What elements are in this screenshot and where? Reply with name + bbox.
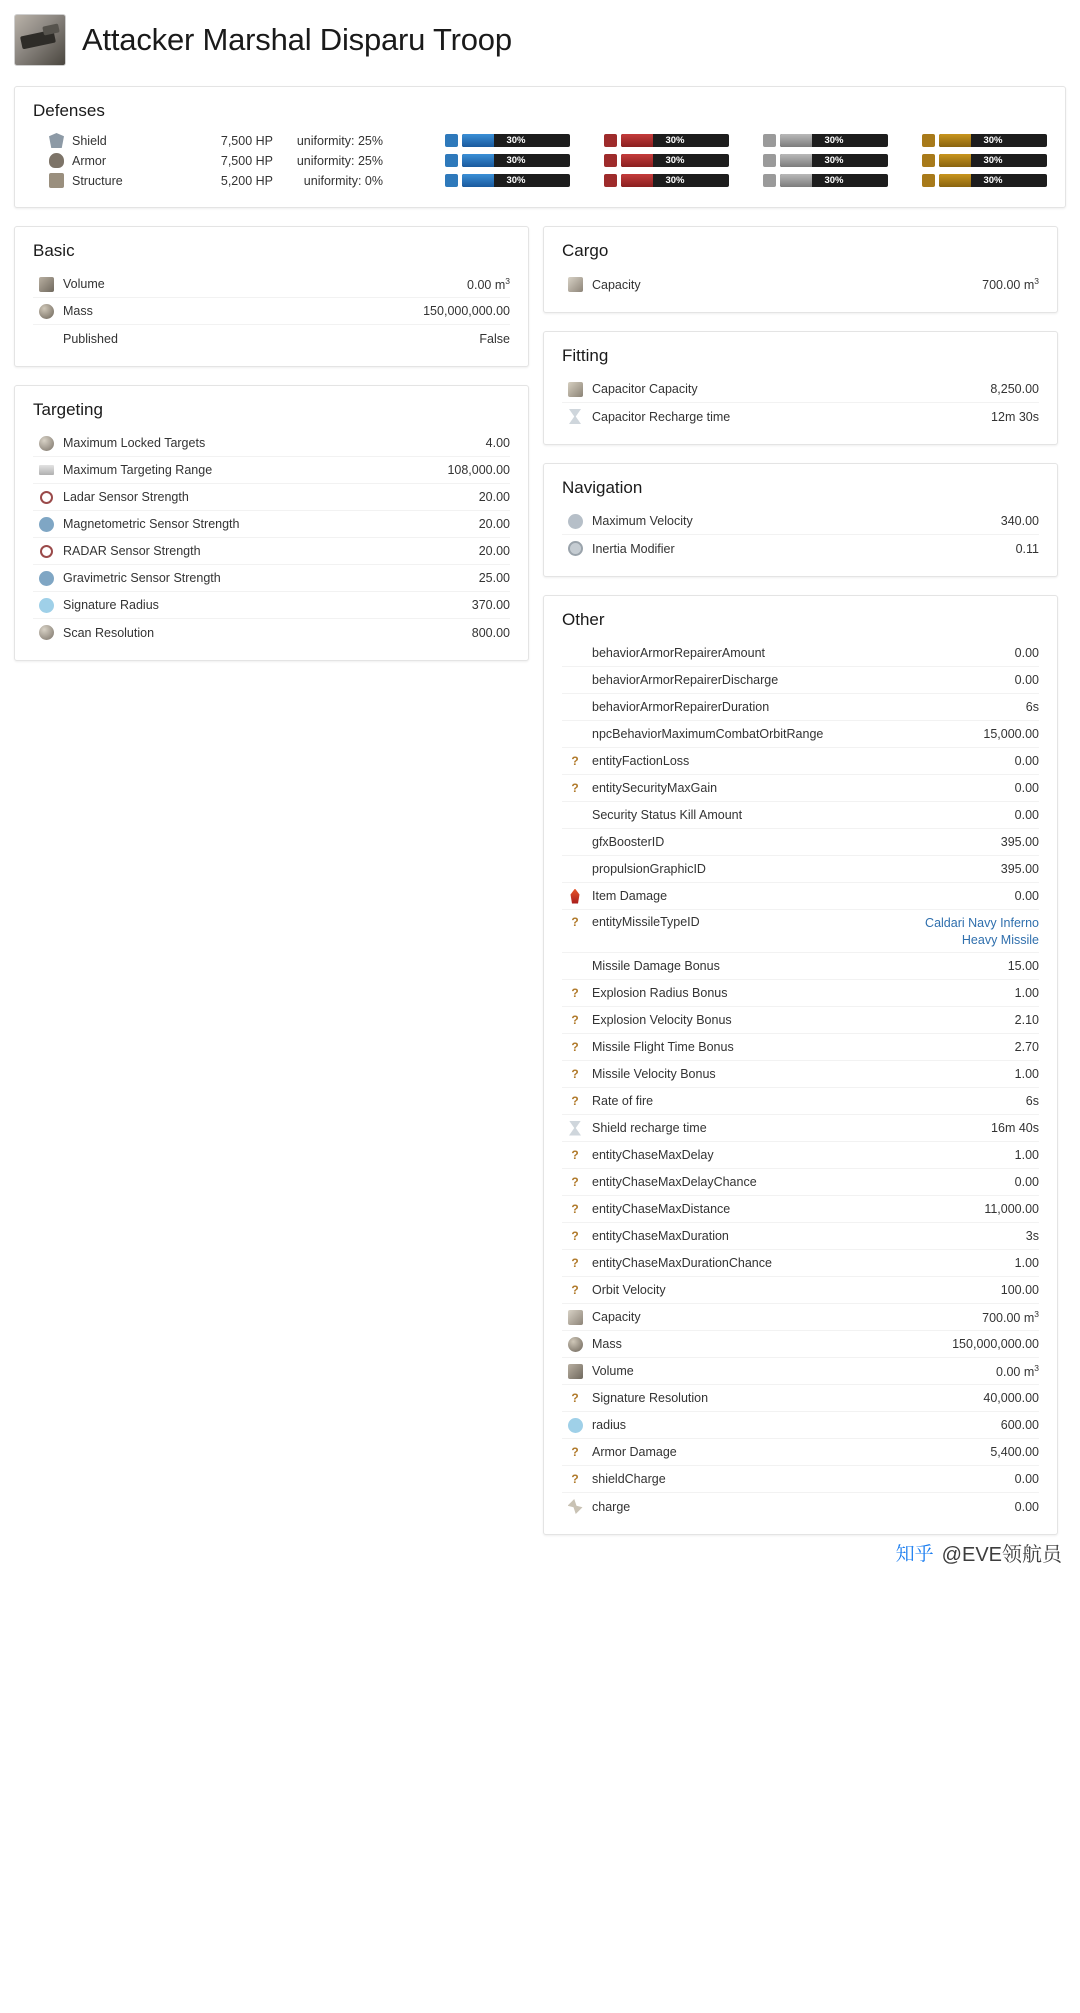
attr-label: Capacity bbox=[592, 1310, 641, 1324]
attr-label: Capacitor Recharge time bbox=[592, 409, 731, 424]
resist-bar: 30% bbox=[621, 174, 729, 187]
attr-label: RADAR Sensor Strength bbox=[63, 544, 201, 558]
attr-label: entityChaseMaxDelay bbox=[592, 1148, 714, 1162]
attr-label: shieldCharge bbox=[592, 1472, 666, 1486]
attr-row bbox=[562, 980, 1039, 1007]
attr-value-link[interactable]: Caldari Navy Inferno Heavy Missile bbox=[925, 916, 1039, 947]
resist-group bbox=[445, 174, 1047, 187]
radar-icon bbox=[33, 545, 59, 558]
defense-uniformity: uniformity: 25% bbox=[296, 153, 383, 168]
cargo-card bbox=[543, 226, 1058, 313]
attr-value: 1.00 bbox=[1014, 1256, 1039, 1270]
attr-row-radar bbox=[33, 538, 510, 565]
attr-row-inertia-modifier bbox=[562, 535, 1039, 562]
defenses-card bbox=[14, 86, 1066, 208]
attr-value: 0.00 $m^3$ bbox=[996, 1362, 1039, 1380]
attr-value: 395.00 bbox=[1000, 835, 1039, 849]
defense-label bbox=[33, 153, 193, 168]
attr-row bbox=[562, 1007, 1039, 1034]
locked-targets-icon bbox=[33, 436, 59, 451]
inertia-icon bbox=[562, 541, 588, 556]
shield-icon bbox=[49, 133, 64, 148]
attr-row bbox=[562, 1061, 1039, 1088]
attr-row-capacity bbox=[562, 271, 1039, 298]
attr-row-gravimetric bbox=[33, 565, 510, 592]
defense-row-shield bbox=[33, 131, 1047, 150]
resist-kinetic bbox=[763, 154, 888, 167]
attr-label: Maximum Targeting Range bbox=[63, 463, 213, 477]
attr-value: 15.00 bbox=[1007, 959, 1039, 973]
attr-label: Ladar Sensor Strength bbox=[63, 490, 189, 504]
fire-icon bbox=[562, 889, 588, 904]
attr-label: Explosion Velocity Bonus bbox=[592, 1013, 732, 1027]
question-icon: ? bbox=[571, 1093, 579, 1108]
attr-label: Security Status Kill Amount bbox=[592, 808, 743, 822]
resist-em bbox=[445, 154, 570, 167]
attr-label: Signature Resolution bbox=[592, 1391, 709, 1405]
attr-value: 100.00 bbox=[1000, 1283, 1039, 1297]
attr-label: Capacitor Capacity bbox=[592, 382, 698, 396]
attr-label: entityChaseMaxDuration bbox=[592, 1229, 729, 1243]
attr-value: 340.00 bbox=[1000, 514, 1039, 528]
left-column bbox=[14, 226, 529, 679]
attr-row bbox=[562, 1412, 1039, 1439]
attr-row-published bbox=[33, 325, 510, 352]
resist-bar: 30% bbox=[939, 134, 1047, 147]
signature-icon bbox=[33, 598, 59, 613]
capacitor-icon bbox=[562, 382, 588, 397]
attr-row bbox=[562, 1439, 1039, 1466]
attr-row bbox=[562, 1385, 1039, 1412]
attr-value: 108,000.00 bbox=[447, 463, 510, 477]
attr-label: behaviorArmorRepairerDischarge bbox=[592, 673, 779, 687]
defense-hp: 7,500 HP bbox=[220, 133, 273, 148]
navigation-title: Navigation bbox=[562, 478, 643, 497]
defenses-title: Defenses bbox=[33, 101, 105, 120]
attr-row bbox=[562, 1034, 1039, 1061]
defense-row-armor bbox=[33, 151, 1047, 170]
attr-label: entityMissileTypeID bbox=[592, 915, 700, 929]
attr-row-magnetometric bbox=[33, 511, 510, 538]
attr-value: 1.00 bbox=[1014, 986, 1039, 1000]
attr-row bbox=[562, 1196, 1039, 1223]
page-header bbox=[0, 0, 1080, 76]
attr-row bbox=[562, 1493, 1039, 1520]
attr-label: Published bbox=[63, 331, 118, 346]
structure-icon bbox=[49, 173, 64, 188]
attr-value: 1.00 bbox=[1014, 1148, 1039, 1162]
attr-value: 15,000.00 bbox=[983, 727, 1039, 741]
signature-icon bbox=[562, 1418, 588, 1433]
attr-row bbox=[562, 829, 1039, 856]
attr-value: False bbox=[479, 331, 510, 346]
attr-row bbox=[562, 1358, 1039, 1385]
defense-name: Armor bbox=[72, 153, 107, 168]
thermal-damage-icon bbox=[604, 174, 617, 187]
capacity-icon bbox=[562, 1310, 588, 1325]
attr-value: 0.00 $m^3$ bbox=[467, 275, 510, 293]
attr-label: Armor Damage bbox=[592, 1445, 677, 1459]
resist-thermal bbox=[604, 134, 729, 147]
attr-label: entityChaseMaxDelayChance bbox=[592, 1175, 757, 1189]
attr-label: Explosion Radius Bonus bbox=[592, 986, 728, 1000]
resist-explosive bbox=[922, 174, 1047, 187]
attr-value: 0.00 bbox=[1014, 808, 1039, 822]
attr-row bbox=[562, 802, 1039, 829]
attr-label: entityFactionLoss bbox=[592, 754, 690, 768]
basic-card bbox=[14, 226, 529, 367]
resist-kinetic bbox=[763, 134, 888, 147]
attr-row bbox=[562, 953, 1039, 980]
attr-label: Maximum Locked Targets bbox=[63, 436, 206, 450]
targeting-title: Targeting bbox=[33, 400, 103, 419]
resist-bar: 30% bbox=[939, 174, 1047, 187]
attr-row bbox=[562, 1142, 1039, 1169]
attr-label: propulsionGraphicID bbox=[592, 862, 706, 876]
attr-row-max-targeting-range bbox=[33, 457, 510, 484]
resist-thermal bbox=[604, 174, 729, 187]
question-icon: ? bbox=[571, 1444, 579, 1459]
question-icon: ? bbox=[571, 1471, 579, 1486]
attr-row bbox=[562, 640, 1039, 667]
question-icon: ? bbox=[571, 1066, 579, 1081]
attr-row bbox=[562, 1331, 1039, 1358]
attr-value: 8,250.00 bbox=[990, 382, 1039, 396]
attr-value: 4.00 bbox=[485, 436, 510, 450]
attr-value: 6s bbox=[1025, 1094, 1039, 1108]
attr-row bbox=[562, 1223, 1039, 1250]
resist-group bbox=[445, 154, 1047, 167]
attr-row bbox=[562, 775, 1039, 802]
resist-explosive bbox=[922, 134, 1047, 147]
attr-value: 0.11 bbox=[1015, 541, 1039, 556]
defense-name: Structure bbox=[72, 173, 123, 188]
attr-label: Missile Flight Time Bonus bbox=[592, 1040, 734, 1054]
question-icon: ? bbox=[571, 915, 579, 929]
resist-kinetic bbox=[763, 174, 888, 187]
attr-value: 3s bbox=[1025, 1229, 1039, 1243]
resist-bar: 30% bbox=[462, 174, 570, 187]
resist-group bbox=[445, 134, 1047, 147]
attr-label: behaviorArmorRepairerAmount bbox=[592, 646, 765, 660]
attr-row-ladar bbox=[33, 484, 510, 511]
attr-label: Mass bbox=[592, 1337, 622, 1351]
fitting-title: Fitting bbox=[562, 346, 609, 365]
defense-hp: 5,200 HP bbox=[220, 173, 273, 188]
attr-row bbox=[562, 1169, 1039, 1196]
attr-row bbox=[562, 1277, 1039, 1304]
resist-em bbox=[445, 134, 570, 147]
mass-icon bbox=[562, 1337, 588, 1352]
ladar-icon bbox=[33, 491, 59, 504]
attr-value: 0.00 bbox=[1014, 1175, 1039, 1189]
explosive-damage-icon bbox=[922, 174, 935, 187]
attr-value: 0.00 bbox=[1014, 1472, 1039, 1486]
volume-icon bbox=[562, 1364, 588, 1379]
resist-bar: 30% bbox=[780, 174, 888, 187]
fitting-card bbox=[543, 331, 1058, 445]
question-icon: ? bbox=[571, 1282, 579, 1297]
attr-value: 150,000,000.00 bbox=[423, 304, 510, 318]
resist-bar: 30% bbox=[939, 154, 1047, 167]
page-title: Attacker Marshal Disparu Troop bbox=[82, 22, 512, 57]
hourglass-icon bbox=[562, 409, 588, 424]
mass-icon bbox=[33, 304, 59, 319]
attr-value: 150,000,000.00 bbox=[952, 1337, 1039, 1351]
watermark-text: @EVE领航员 bbox=[941, 1544, 1062, 1566]
attr-label: Volume bbox=[63, 277, 105, 291]
question-icon: ? bbox=[571, 780, 579, 795]
attr-value: 700.00 $m^3$ bbox=[982, 1308, 1039, 1326]
other-card bbox=[543, 595, 1058, 1535]
hourglass-icon bbox=[562, 1121, 588, 1136]
attr-value: 800.00 bbox=[471, 625, 510, 640]
attr-label: Missile Velocity Bonus bbox=[592, 1067, 716, 1081]
attr-value: 700.00 $m^3$ bbox=[982, 276, 1039, 293]
attr-row bbox=[562, 856, 1039, 883]
em-damage-icon bbox=[445, 154, 458, 167]
attr-label: Gravimetric Sensor Strength bbox=[63, 571, 221, 585]
attr-label: entityChaseMaxDistance bbox=[592, 1202, 731, 1216]
kinetic-damage-icon bbox=[763, 134, 776, 147]
attr-value: 0.00 bbox=[1014, 889, 1039, 903]
resist-bar: 30% bbox=[780, 154, 888, 167]
attr-label: Capacity bbox=[592, 277, 641, 292]
scan-resolution-icon bbox=[33, 625, 59, 640]
attr-value: 20.00 bbox=[478, 517, 510, 531]
kinetic-damage-icon bbox=[763, 174, 776, 187]
attr-row bbox=[562, 1088, 1039, 1115]
attr-label: entitySecurityMaxGain bbox=[592, 781, 718, 795]
attr-row bbox=[562, 910, 1039, 953]
attr-row-volume bbox=[33, 271, 510, 298]
question-icon: ? bbox=[571, 1228, 579, 1243]
attr-row bbox=[562, 883, 1039, 910]
watermark bbox=[896, 1538, 1062, 1567]
attr-row-max-velocity bbox=[562, 508, 1039, 535]
question-icon: ? bbox=[571, 985, 579, 1000]
volume-icon bbox=[33, 277, 59, 292]
attr-label: Mass bbox=[63, 304, 93, 318]
resist-em bbox=[445, 174, 570, 187]
attr-label: npcBehaviorMaximumCombatOrbitRange bbox=[592, 727, 824, 741]
defense-name: Shield bbox=[72, 133, 107, 148]
defense-label bbox=[33, 133, 193, 148]
resist-bar: 30% bbox=[621, 134, 729, 147]
attr-value: 600.00 bbox=[1000, 1418, 1039, 1432]
attr-row-max-locked-targets bbox=[33, 430, 510, 457]
cargo-title: Cargo bbox=[562, 241, 609, 260]
resist-bar: 30% bbox=[780, 134, 888, 147]
attr-label: Missile Damage Bonus bbox=[592, 959, 720, 973]
attr-label: Magnetometric Sensor Strength bbox=[63, 517, 240, 531]
targeting-range-icon bbox=[33, 465, 59, 475]
thermal-damage-icon bbox=[604, 154, 617, 167]
thermal-damage-icon bbox=[604, 134, 617, 147]
attr-value: 0.00 bbox=[1014, 754, 1039, 768]
attr-label: Orbit Velocity bbox=[592, 1283, 666, 1297]
attr-label: Maximum Velocity bbox=[592, 514, 693, 528]
resist-bar: 30% bbox=[621, 154, 729, 167]
attr-label: entityChaseMaxDurationChance bbox=[592, 1256, 772, 1270]
attr-label: behaviorArmorRepairerDuration bbox=[592, 700, 770, 714]
attr-row-scan-resolution bbox=[33, 619, 510, 646]
attr-value: 0.00 bbox=[1014, 1499, 1039, 1514]
attr-value: 11,000.00 bbox=[984, 1202, 1039, 1216]
attr-value: 1.00 bbox=[1014, 1067, 1039, 1081]
capacity-icon bbox=[562, 277, 588, 292]
question-icon: ? bbox=[571, 1147, 579, 1162]
attr-row bbox=[562, 1466, 1039, 1493]
question-icon: ? bbox=[571, 1039, 579, 1054]
attr-value: 395.00 bbox=[1000, 862, 1039, 876]
gravimetric-icon bbox=[33, 571, 59, 586]
resist-bar: 30% bbox=[462, 154, 570, 167]
attr-row bbox=[562, 1304, 1039, 1331]
attr-label: Inertia Modifier bbox=[592, 541, 675, 556]
navigation-card bbox=[543, 463, 1058, 577]
resist-bar: 30% bbox=[462, 134, 570, 147]
attr-value: 16m 40s bbox=[991, 1121, 1039, 1135]
resist-explosive bbox=[922, 154, 1047, 167]
resist-thermal bbox=[604, 154, 729, 167]
attr-row-mass bbox=[33, 298, 510, 325]
question-icon: ? bbox=[571, 1255, 579, 1270]
ship-icon bbox=[14, 14, 66, 66]
defense-uniformity: uniformity: 25% bbox=[296, 133, 383, 148]
attr-value: 12m 30s bbox=[991, 409, 1039, 424]
other-rows bbox=[544, 640, 1057, 1534]
kinetic-damage-icon bbox=[763, 154, 776, 167]
attr-row-capacitor-capacity bbox=[562, 376, 1039, 403]
attr-row bbox=[562, 721, 1039, 748]
attr-label: gfxBoosterID bbox=[592, 835, 665, 849]
attr-value: 0.00 bbox=[1014, 673, 1039, 687]
targeting-card bbox=[14, 385, 529, 661]
attr-row bbox=[562, 667, 1039, 694]
velocity-icon bbox=[562, 514, 588, 529]
attr-row bbox=[562, 694, 1039, 721]
attr-row bbox=[562, 1250, 1039, 1277]
attr-value: 5,400.00 bbox=[990, 1445, 1039, 1459]
explosive-damage-icon bbox=[922, 134, 935, 147]
attr-label: charge bbox=[592, 1499, 631, 1514]
attr-label: Signature Radius bbox=[63, 598, 159, 612]
attr-value: 2.70 bbox=[1014, 1040, 1039, 1054]
defense-uniformity: uniformity: 0% bbox=[303, 173, 383, 188]
attr-label: Rate of fire bbox=[592, 1094, 654, 1108]
attr-label: Volume bbox=[592, 1364, 634, 1378]
attr-value: 370.00 bbox=[471, 598, 510, 612]
em-damage-icon bbox=[445, 174, 458, 187]
attr-row bbox=[562, 748, 1039, 775]
question-icon: ? bbox=[571, 1174, 579, 1189]
attr-value: 2.10 bbox=[1014, 1013, 1039, 1027]
magnetometric-icon bbox=[33, 517, 59, 532]
attr-value: 6s bbox=[1025, 700, 1039, 714]
attr-value: 40,000.00 bbox=[983, 1391, 1039, 1405]
attr-label: Item Damage bbox=[592, 889, 668, 903]
armor-icon bbox=[49, 153, 64, 168]
defense-hp: 7,500 HP bbox=[220, 153, 273, 168]
question-icon: ? bbox=[571, 1012, 579, 1027]
attr-value: 20.00 bbox=[478, 544, 510, 558]
question-icon: ? bbox=[571, 1201, 579, 1216]
attr-value: 0.00 bbox=[1014, 646, 1039, 660]
attr-row-capacitor-recharge bbox=[562, 403, 1039, 430]
defense-label bbox=[33, 173, 193, 188]
attr-row bbox=[562, 1115, 1039, 1142]
attr-value: 20.00 bbox=[478, 490, 510, 504]
explosive-damage-icon bbox=[922, 154, 935, 167]
right-column bbox=[543, 226, 1058, 1553]
em-damage-icon bbox=[445, 134, 458, 147]
zhihu-logo-icon: 知乎 bbox=[895, 1544, 934, 1565]
attr-label: Shield recharge time bbox=[592, 1121, 707, 1135]
attr-value: 25.00 bbox=[478, 571, 510, 585]
question-icon: ? bbox=[571, 1390, 579, 1405]
attr-row-signature-radius bbox=[33, 592, 510, 619]
question-icon: ? bbox=[571, 753, 579, 768]
basic-title: Basic bbox=[33, 241, 75, 260]
charge-icon bbox=[562, 1499, 588, 1514]
defense-row-structure bbox=[33, 171, 1047, 190]
attr-value: 0.00 bbox=[1014, 781, 1039, 795]
attr-label: Scan Resolution bbox=[63, 625, 155, 640]
other-title: Other bbox=[562, 610, 605, 629]
attr-label: radius bbox=[592, 1418, 627, 1432]
